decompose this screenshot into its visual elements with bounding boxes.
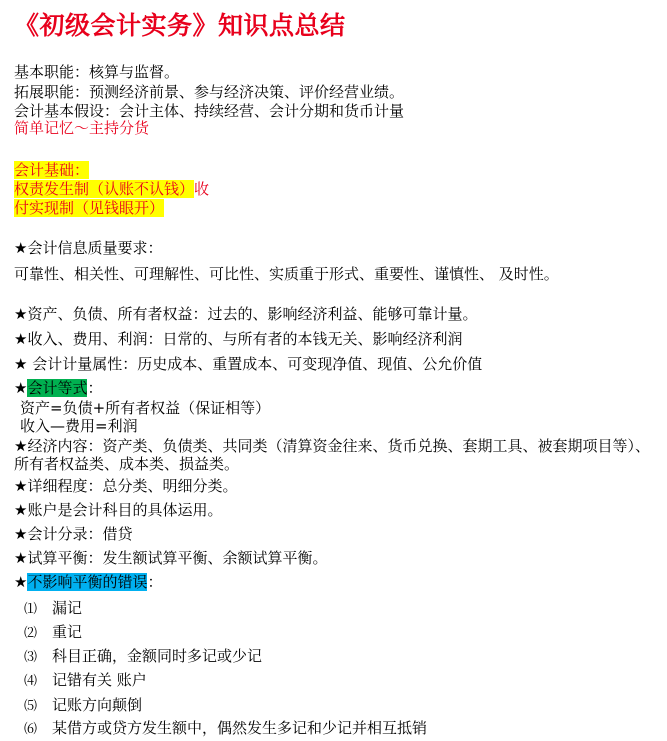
trial-balance-text: ★试算平衡：发生额试算平衡、余额试算平衡。 [14,549,328,567]
error-item [24,622,82,644]
accrual-line [14,179,209,199]
equation-heading [14,378,102,398]
error-item-number: ⑷ [24,674,38,689]
error-item-text: 重记 [52,623,83,641]
economic-content-line2: 所有者权益类、成本类、损益类。 [14,455,240,473]
equation-1: 资产=负债+所有者权益（保证相等） [20,399,271,417]
cash-text: 付实现制（见钱眼开） [14,199,165,217]
errors-heading [14,572,162,592]
error-item-text: 科目正确，金额同时多记或少记 [52,647,263,665]
error-item-text: 记账方向颠倒 [52,696,143,714]
basis-heading [14,160,89,180]
page-title: 《初级会计实务》知识点总结 [14,11,346,40]
journal-entry-text: ★会计分录：借贷 [14,525,133,543]
equation-colon: ： [87,379,103,397]
extended-function-text: 拓展职能：预测经济前景、参与经济决策、评价经营业绩。 [14,83,405,101]
error-item-number: ⑹ [24,722,38,737]
error-item [24,718,427,740]
error-item-number: ⑶ [24,650,38,665]
error-item-number: ⑴ [24,602,38,617]
mnemonic-text: 简单记忆～主持分货 [14,119,150,137]
account-usage-text: ★账户是会计科目的具体运用。 [14,501,223,519]
error-item-text: 某借方或贷方发生额中，偶然发生多记和少记并相互抵销 [52,719,428,737]
assumptions-text: 会计基本假设：会计主体、持续经营、会计分期和货币计量 [14,102,405,120]
income-text: ★收入、费用、利润：日常的、与所有者的本钱无关、影响经济利润 [14,330,463,348]
error-item-text: 记错有关 账户 [52,671,147,689]
economic-content-line1: ★经济内容：资产类、负债类、共同类（清算资金往来、货币兑换、套期工具、被套期项目等）、 [14,437,650,455]
accrual-text: 权责发生制（认账不认钱） [14,180,195,198]
error-item [24,695,142,717]
error-item [24,598,82,620]
errors-colon: ： [147,573,163,591]
assets-text: ★资产、负债、所有者权益：过去的、影响经济利益、能够可靠计量。 [14,305,478,323]
star-icon: ★ [14,379,28,397]
error-item [24,670,147,692]
error-item-text: 漏记 [52,599,83,617]
error-item-number: ⑸ [24,699,38,714]
equation-2: 收入—费用=利润 [20,417,138,435]
measure-text: ★ 会计计量属性：历史成本、重置成本、可变现净值、现值、公允价值 [14,355,483,373]
quality-items: 可靠性、相关性、可理解性、可比性、实质重于形式、重要性、谨慎性、 及时性。 [14,265,559,283]
cash-line [14,198,164,218]
error-item-number: ⑵ [24,626,38,641]
quality-heading: ★会计信息质量要求： [14,239,163,257]
detail-level-text: ★详细程度：总分类、明细分类。 [14,477,238,495]
error-item [24,646,262,668]
errors-heading-label: 不影响平衡的错误 [27,573,148,591]
equation-heading-label: 会计等式 [27,379,88,397]
basic-function-text: 基本职能：核算与监督。 [14,63,180,81]
basis-heading-label: 会计基础： [14,161,90,179]
star-icon: ★ [14,573,28,591]
accrual-tail: 收 [194,180,210,198]
